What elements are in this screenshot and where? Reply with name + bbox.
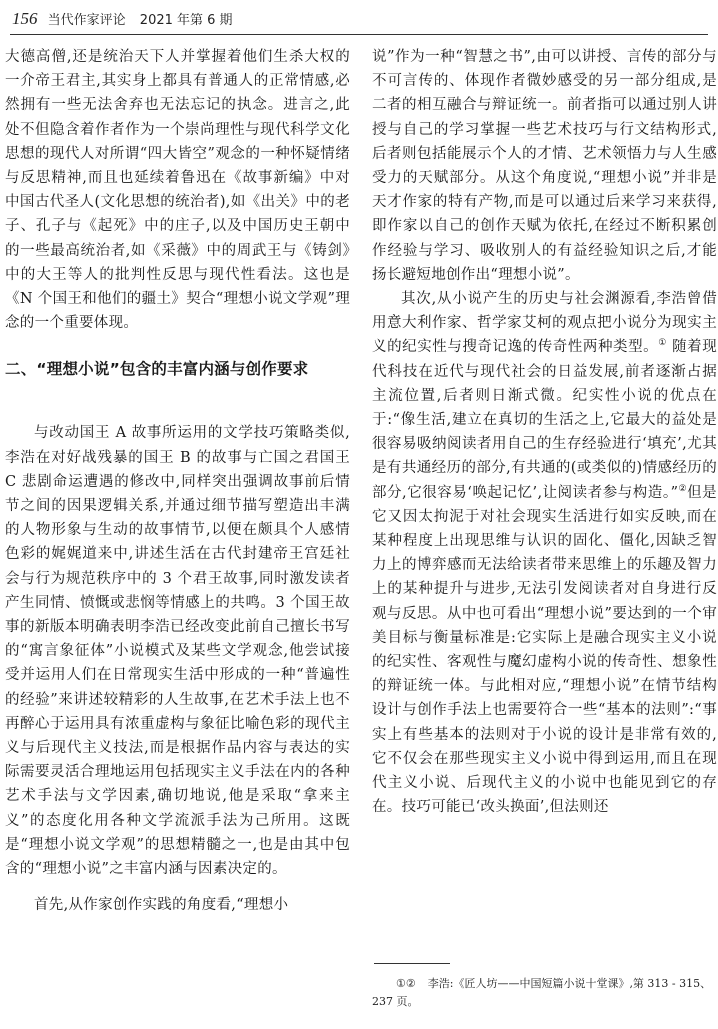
footnote-ref: ②: [678, 483, 688, 494]
left-column: [5, 45, 350, 1020]
footnote: [372, 975, 712, 1011]
footnote-ref: ①: [658, 338, 667, 349]
paragraph: 大德高僧,还是统治天下人并掌握着他们生杀大权的一介帝王君主,其实身上都具有普通人的正常情感,必然拥有一些无法舍弃也无法忘记的执念。进言之,此处不但隐含着作者作为一个崇尚理性与现代科学文化思想的现代人对所谓“四大皆空”观念的一种怀疑情绪与反思精神,而且也延续着鲁迅在《故事新编》中对中国古代圣人(文化思想的统治者),如《出关》中的老子、孔子与《起死》中的庄子,以及中国历史王朝中的一些最高统治者,如《采薇》中的周武王与《铸剑》中的大王等人的批判性反思与现代性看法。这也是《N 个国王和他们的疆土》契合“理想小说文学观”理念的一个重要体现。: [5, 49, 350, 332]
footnote-rule: [374, 963, 450, 964]
paragraph: 说”作为一种“智慧之书”,由可以讲授、言传的部分与不可言传的、体现作者微妙感受的另一部分组成,是二者的相互融合与辩证统一。前者指可以通过别人讲授与自己的学习掌握一些艺术技巧与行文结构形式,后者则包括能展示个人的才情、艺术领悟力与人生感受力的天赋部分。从这个角度说,“理想小说”并非是天才作家的特有产物,而是可以通过后来学习来获得,即作家以自己的创作天赋为依托,在经过不断积累创作经验与学习、吸收别人的有益经验知识之后,才能扬长避短地创作出“理想小说”。: [372, 49, 717, 283]
header-rule: [10, 34, 708, 35]
paragraph: [372, 287, 717, 819]
paragraph: 首先,从作家创作实践的角度看,“理想小: [34, 897, 289, 914]
paragraph-text: 随着现代科技在近代与现代社会的日益发展,前者逐渐占据主流位置,后者则日渐式微。纪实性小说的优点在于:“像生活,建立在真切的生活之上,它最大的益处是很容易吸纳阅读者用自己的生存经验进行‘填充’,尤其是有共通经历的部分,有共通的(或类似的)情感经历的部分,它很容易‘唤起记忆’,让阅读者参与构造。”: [372, 339, 717, 501]
footnote-marks: ①②: [396, 977, 416, 990]
running-header: [12, 9, 233, 29]
page-number: 156: [12, 9, 38, 28]
paragraph: 与改动国王 A 故事所运用的文学技巧策略类似,李浩在对好战残暴的国王 B 的故事与亡国之君国王 C 悲剧命运遭遇的修改中,同样突出强调故事前后情节之间的因果逻辑关系,并通过细节描写塑造出丰满的人物形象与生动的故事情节,以便在颇具个人感情色彩的娓娓道来中,讲述生活在古代封建帝王宫廷社会与行为规范秩序中的 3 个君王故事,同时激发读者产生同情、愤慨或悲悯等情感上的共鸣。3 个国王故事的新版本明确表明李浩已经改变此前自己擅长书写的“寓言象征体”小说模式及某些文学观念,他尝试接受并运用人们在日常现实生活中形成的一种“普遍性的经验”来讲述较精彩的人生故事,在艺术手法上也不再醉心于运用具有浓重虚构与象征比喻色彩的现代主义与后现代主义技法,而是根据作品内容与表达的实际需要灵活合理地运用包括现实主义手法在内的各种艺术手法与文学因素,确切地说,他是采取“拿来主义”的态度化用各种文学流派手法为己所用。这既是“理想小说文学观”的思想精髓之一,也是由其中包含的“理想小说”之丰富内涵与因素决定的。: [5, 425, 350, 878]
paragraph-text: 其次,从小说产生的历史与社会渊源看,李浩曾借用意大利作家、哲学家艾柯的观点把小说分为现实主义的纪实性与搜奇记逸的传奇性两种类型。: [372, 291, 717, 356]
issue-label: 2021 年第 6 期: [139, 13, 233, 28]
paragraph-text: 但是它又因太拘泥于对社会现实生活进行如实反映,而在某种程度上出现思维与认识的固化、僵化,因缺乏智力上的博弈感而无法给读者带来思维上的乐趣及智力上的某种提升与进步,无法引发阅读者对自身进行反观与反思。从中也可看出“理想小说”要达到的一个审美目标与衡量标准是:它实际上是融合现实主义小说的纪实性、客观性与魔幻虚构小说的传奇性、想象性的辩证统一体。与此相对应,“理想小说”在情节结构设计与创作手法上也需要符合一些“基本的法则”:“事实上有些基本的法则对于小说的设计是非常有效的,它不仅会在那些现实主义小说中得到运用,而且在现代主义小说、后现代主义的小说中也能见到它的存在。技巧可能已‘改头换面’,但法则还: [372, 484, 717, 816]
right-column: [372, 45, 717, 1020]
footnote-text: 李浩:《匠人坊——中国短篇小说十堂课》,第 313 - 315、237 页。: [372, 977, 712, 1008]
section-heading: 二、“理想小说”包含的丰富内涵与创作要求: [5, 360, 309, 379]
journal-name: 当代作家评论: [47, 13, 126, 28]
